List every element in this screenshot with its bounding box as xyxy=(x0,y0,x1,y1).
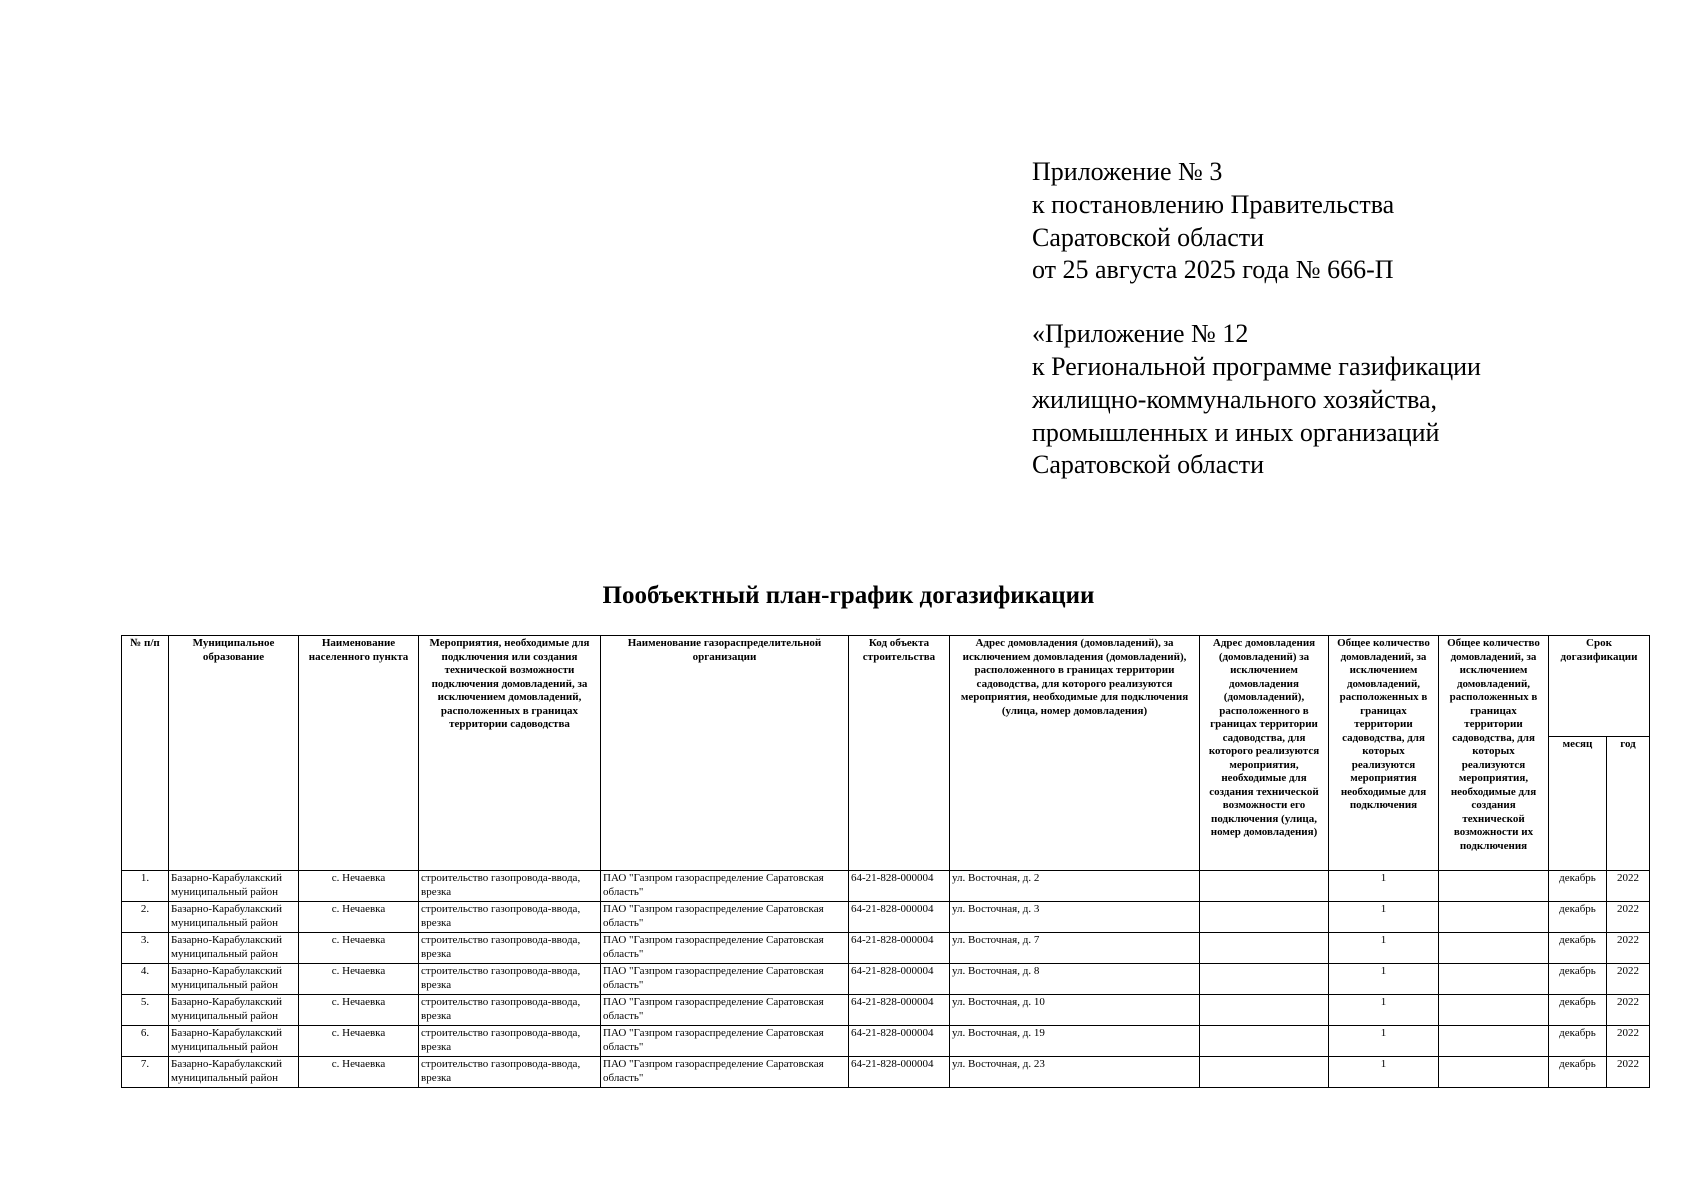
cell-address: ул. Восточная, д. 10 xyxy=(950,995,1200,1026)
cell-code: 64-21-828-000004 xyxy=(849,1057,950,1088)
cell-code: 64-21-828-000004 xyxy=(849,902,950,933)
cell-gas-org: ПАО "Газпром газораспределение Саратовская область" xyxy=(601,902,849,933)
cell-address: ул. Восточная, д. 7 xyxy=(950,933,1200,964)
cell-count-tech xyxy=(1439,995,1549,1026)
annex-spacer xyxy=(1032,287,1652,318)
table-row xyxy=(122,1057,1650,1088)
cell-gas-org: ПАО "Газпром газораспределение Саратовская область" xyxy=(601,1057,849,1088)
cell-address-garden xyxy=(1200,933,1329,964)
cell-month: декабрь xyxy=(1549,964,1607,995)
annex-line-1: Приложение № 3 xyxy=(1032,157,1223,186)
cell-address: ул. Восточная, д. 8 xyxy=(950,964,1200,995)
cell-measures: строительство газопровода-ввода, врезка xyxy=(419,902,601,933)
cell-settlement: с. Нечаевка xyxy=(299,933,419,964)
table-row xyxy=(122,871,1650,902)
cell-count-tech xyxy=(1439,902,1549,933)
cell-count-tech xyxy=(1439,964,1549,995)
annex-line-9: Саратовской области xyxy=(1032,450,1265,480)
cell-gas-org: ПАО "Газпром газораспределение Саратовская область" xyxy=(601,995,849,1026)
header-count-connect: Общее количество домовладений, за исключением домовладений, расположенных в границах территории садоводства, для которых реализуются мероприятия необходимые для подключения xyxy=(1329,636,1439,871)
cell-address: ул. Восточная, д. 2 xyxy=(950,871,1200,902)
cell-municipality: Базарно-Карабулакский муниципальный район xyxy=(169,902,299,933)
cell-year: 2022 xyxy=(1607,902,1650,933)
cell-month: декабрь xyxy=(1549,1057,1607,1088)
cell-measures: строительство газопровода-ввода, врезка xyxy=(419,871,601,902)
cell-month: декабрь xyxy=(1549,902,1607,933)
cell-count-connect: 1 xyxy=(1329,1026,1439,1057)
annex-line-6: к Региональной программе газификации xyxy=(1032,351,1481,381)
annex-line-2: к постановлению Правительства xyxy=(1032,189,1395,219)
cell-count-tech xyxy=(1439,871,1549,902)
cell-year: 2022 xyxy=(1607,1057,1650,1088)
header-year: год xyxy=(1607,737,1650,871)
cell-settlement: с. Нечаевка xyxy=(299,964,419,995)
header-measures: Мероприятия, необходимые для подключения или создания технической возможности подключения домовладений, за исключением домовладений, расположенных в границах территории садоводства xyxy=(419,636,601,871)
cell-settlement: с. Нечаевка xyxy=(299,871,419,902)
annex-line-5: «Приложение № 12 xyxy=(1032,319,1249,349)
cell-count-tech xyxy=(1439,1026,1549,1057)
cell-address: ул. Восточная, д. 19 xyxy=(950,1026,1200,1057)
cell-measures: строительство газопровода-ввода, врезка xyxy=(419,1026,601,1057)
cell-code: 64-21-828-000004 xyxy=(849,933,950,964)
header-municipality: Муниципальное образование xyxy=(169,636,299,871)
cell-count-connect: 1 xyxy=(1329,871,1439,902)
cell-municipality: Базарно-Карабулакский муниципальный район xyxy=(169,871,299,902)
annex-line-4: от 25 августа 2025 года № 666-П xyxy=(1032,255,1394,285)
cell-gas-org: ПАО "Газпром газораспределение Саратовская область" xyxy=(601,1026,849,1057)
header-settlement: Наименование населенного пункта xyxy=(299,636,419,871)
gasification-schedule-table xyxy=(121,635,1650,1088)
cell-month: декабрь xyxy=(1549,933,1607,964)
table-row xyxy=(122,902,1650,933)
cell-address-garden xyxy=(1200,1026,1329,1057)
cell-code: 64-21-828-000004 xyxy=(849,871,950,902)
cell-count-tech xyxy=(1439,1057,1549,1088)
cell-settlement: с. Нечаевка xyxy=(299,1026,419,1057)
cell-year: 2022 xyxy=(1607,995,1650,1026)
cell-settlement: с. Нечаевка xyxy=(299,902,419,933)
cell-count-tech xyxy=(1439,933,1549,964)
cell-address-garden xyxy=(1200,871,1329,902)
cell-address-garden xyxy=(1200,995,1329,1026)
cell-measures: строительство газопровода-ввода, врезка xyxy=(419,1057,601,1088)
cell-municipality: Базарно-Карабулакский муниципальный район xyxy=(169,995,299,1026)
cell-num: 2. xyxy=(122,902,169,933)
table-row xyxy=(122,933,1650,964)
cell-settlement: с. Нечаевка xyxy=(299,1057,419,1088)
annex-line-8: промышленных и иных организаций xyxy=(1032,417,1440,447)
cell-code: 64-21-828-000004 xyxy=(849,964,950,995)
cell-settlement: с. Нечаевка xyxy=(299,995,419,1026)
cell-year: 2022 xyxy=(1607,871,1650,902)
header-month: месяц xyxy=(1549,737,1607,871)
cell-num: 5. xyxy=(122,995,169,1026)
cell-municipality: Базарно-Карабулакский муниципальный район xyxy=(169,1026,299,1057)
cell-address: ул. Восточная, д. 23 xyxy=(950,1057,1200,1088)
cell-address-garden xyxy=(1200,1057,1329,1088)
annex-line-3: Саратовской области xyxy=(1032,222,1265,252)
document-title: Пообъектный план-график догазификации xyxy=(602,582,1095,609)
cell-count-connect: 1 xyxy=(1329,1057,1439,1088)
cell-measures: строительство газопровода-ввода, врезка xyxy=(419,933,601,964)
cell-count-connect: 1 xyxy=(1329,995,1439,1026)
annex-block xyxy=(1032,156,1652,482)
cell-code: 64-21-828-000004 xyxy=(849,1026,950,1057)
cell-num: 6. xyxy=(122,1026,169,1057)
header-num: № п/п xyxy=(122,636,169,871)
header-term: Срок догазификации xyxy=(1549,636,1650,737)
cell-count-connect: 1 xyxy=(1329,964,1439,995)
cell-month: декабрь xyxy=(1549,871,1607,902)
header-gas-org: Наименование газораспределительной организации xyxy=(601,636,849,871)
cell-count-connect: 1 xyxy=(1329,933,1439,964)
cell-code: 64-21-828-000004 xyxy=(849,995,950,1026)
cell-municipality: Базарно-Карабулакский муниципальный район xyxy=(169,964,299,995)
cell-gas-org: ПАО "Газпром газораспределение Саратовская область" xyxy=(601,964,849,995)
cell-gas-org: ПАО "Газпром газораспределение Саратовская область" xyxy=(601,933,849,964)
cell-month: декабрь xyxy=(1549,1026,1607,1057)
cell-num: 3. xyxy=(122,933,169,964)
header-address-garden: Адрес домовладения (домовладений) за исключением домовладения (домовладений), расположенного в границах территории садоводства, для которого реализуются мероприятия, необходимые для создания технической возможности его подключения (улица, номер домовладения) xyxy=(1200,636,1329,871)
table-row xyxy=(122,995,1650,1026)
cell-year: 2022 xyxy=(1607,933,1650,964)
cell-municipality: Базарно-Карабулакский муниципальный район xyxy=(169,933,299,964)
annex-line-7: жилищно-коммунального хозяйства, xyxy=(1032,384,1438,414)
table-body xyxy=(122,871,1650,1088)
cell-address-garden xyxy=(1200,964,1329,995)
cell-address: ул. Восточная, д. 3 xyxy=(950,902,1200,933)
cell-year: 2022 xyxy=(1607,1026,1650,1057)
cell-gas-org: ПАО "Газпром газораспределение Саратовская область" xyxy=(601,871,849,902)
cell-measures: строительство газопровода-ввода, врезка xyxy=(419,964,601,995)
header-code: Код объекта строительства xyxy=(849,636,950,871)
cell-measures: строительство газопровода-ввода, врезка xyxy=(419,995,601,1026)
table-row xyxy=(122,964,1650,995)
cell-address-garden xyxy=(1200,902,1329,933)
cell-count-connect: 1 xyxy=(1329,902,1439,933)
cell-year: 2022 xyxy=(1607,964,1650,995)
cell-num: 1. xyxy=(122,871,169,902)
cell-municipality: Базарно-Карабулакский муниципальный район xyxy=(169,1057,299,1088)
cell-month: декабрь xyxy=(1549,995,1607,1026)
cell-num: 4. xyxy=(122,964,169,995)
cell-num: 7. xyxy=(122,1057,169,1088)
header-address: Адрес домовладения (домовладений), за исключением домовладения (домовладений), расположенного в границах территории садоводства, для которого реализуются мероприятия, необходимые для подключения (улица, номер домовладения) xyxy=(950,636,1200,871)
table-row xyxy=(122,1026,1650,1057)
header-count-tech: Общее количество домовладений, за исключением домовладений, расположенных в границах территории садоводства, для которых реализуются мероприятия, необходимые для создания технической возможности их подключения xyxy=(1439,636,1549,871)
